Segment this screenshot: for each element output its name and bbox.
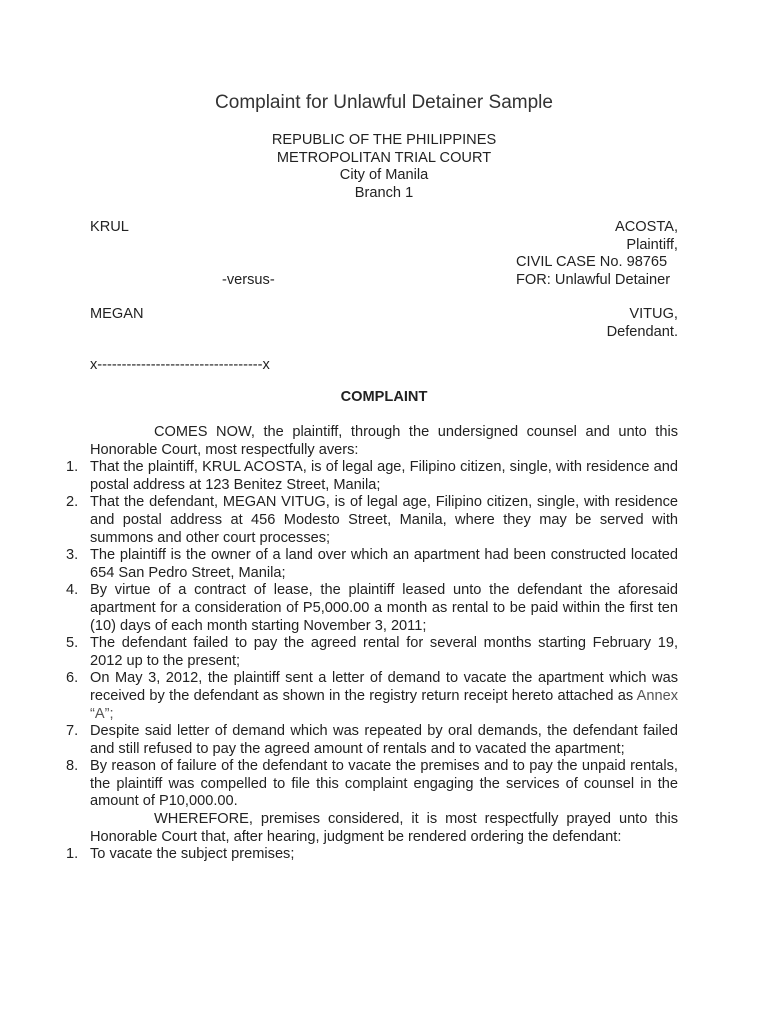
list-item-number: 4.	[66, 582, 79, 599]
list-item	[66, 494, 678, 547]
prayer-list	[66, 846, 678, 864]
defendant-last-name: VITUG,	[629, 306, 678, 322]
list-item	[66, 846, 678, 864]
list-item-text: That the defendant, MEGAN VITUG, is of legal age, Filipino citizen, single, with residence and postal address at 456 Modesto Street, Manila, where they may be served with summons and other court processes;	[90, 494, 678, 546]
court-line-court: METROPOLITAN TRIAL COURT	[276, 149, 492, 166]
caption-separator: x----------------------------------x	[90, 357, 270, 373]
list-item-text: To vacate the subject premises;	[90, 846, 295, 863]
complaint-body	[66, 424, 678, 864]
list-item-text: By reason of failure of the defendant to vacate the premises and to pay the unpaid rentals, the plaintiff was compelled to file this complaint engaging the services of counsel in the amount of P10,000.00.	[90, 758, 678, 810]
list-item	[66, 459, 678, 494]
list-item	[66, 635, 678, 670]
list-item-number: 6.	[66, 670, 79, 687]
court-line-city: City of Manila	[339, 167, 429, 184]
list-item-text: Despite said letter of demand which was repeated by oral demands, the defendant failed and still refused to pay the agreed amount of rentals and to vacated the apartment;	[90, 723, 678, 757]
document-title: Complaint for Unlawful Detainer Sample	[215, 92, 553, 113]
defendant-role: Defendant.	[606, 323, 678, 340]
list-item-text: On May 3, 2012, the plaintiff sent a letter of demand to vacate the apartment which was received by the defendant as shown in the registry return receipt hereto attached as	[90, 670, 678, 704]
list-item-text: That the plaintiff, KRUL ACOSTA, is of legal age, Filipino citizen, single, with residence and postal address at 123 Benitez Street, Manila;	[90, 459, 678, 493]
list-item-text: The defendant failed to pay the agreed rental for several months starting February 19, 2012 up to the present;	[90, 635, 678, 669]
complaint-heading: COMPLAINT	[340, 389, 428, 405]
plaintiff-first-name: KRUL	[90, 219, 129, 235]
court-header	[0, 132, 768, 202]
allegations-list	[66, 459, 678, 811]
prayer-paragraph: WHEREFORE, premises considered, it is most respectfully prayed unto this Honorable Court that, after hearing, judgment be rendered ordering the defendant:	[90, 811, 678, 845]
list-item	[66, 582, 678, 635]
list-item-number: 3.	[66, 547, 79, 564]
list-item-number: 7.	[66, 723, 79, 740]
plaintiff-role: Plaintiff,	[626, 236, 678, 253]
list-item-number: 5.	[66, 635, 79, 652]
defendant-first-name: MEGAN	[90, 306, 144, 322]
list-item	[66, 670, 678, 723]
list-item-text: By virtue of a contract of lease, the plaintiff leased unto the defendant the aforesaid apartment for a consideration of P5,000.00 a month as rental to be paid within the first ten (10) days of each month starting November 3, 2011;	[90, 582, 678, 634]
case-number: CIVIL CASE No. 98765	[516, 254, 668, 271]
annex-reference: Annex “A”;	[90, 687, 678, 722]
case-nature: FOR: Unlawful Detainer	[516, 271, 671, 288]
list-item-number: 1.	[66, 846, 79, 863]
versus-label: -versus-	[222, 271, 275, 288]
list-item-number: 2.	[66, 494, 79, 511]
plaintiff-last-name: ACOSTA,	[615, 219, 678, 235]
intro-paragraph: COMES NOW, the plaintiff, through the undersigned counsel and unto this Honorable Court, most respectfully avers:	[90, 424, 678, 458]
list-item	[66, 758, 678, 811]
court-line-republic: REPUBLIC OF THE PHILIPPINES	[271, 132, 497, 148]
list-item-number: 8.	[66, 758, 79, 775]
list-item-number: 1.	[66, 459, 79, 476]
list-item	[66, 547, 678, 582]
list-item	[66, 723, 678, 758]
list-item-text: The plaintiff is the owner of a land over which an apartment had been constructed located 654 San Pedro Street, Manila;	[90, 547, 678, 581]
court-line-branch: Branch 1	[354, 184, 414, 201]
